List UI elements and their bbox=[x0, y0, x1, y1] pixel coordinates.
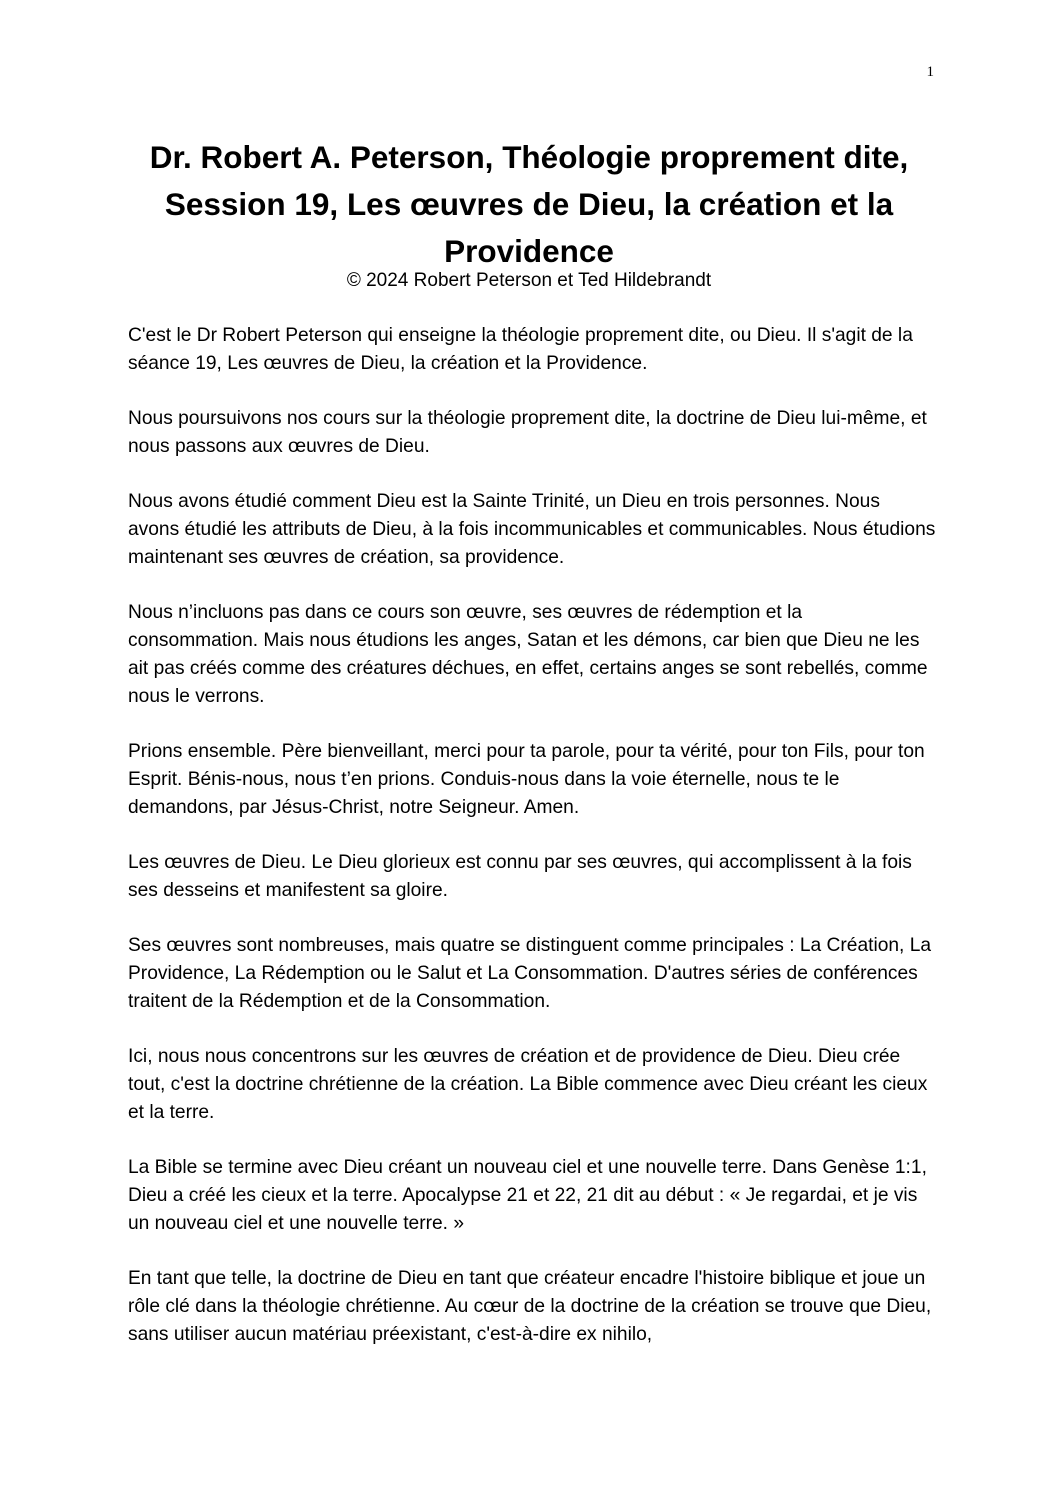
paragraph: Nous poursuivons nos cours sur la théologie proprement dite, la doctrine de Dieu lui-même, et nous passons aux œuvres de Dieu. bbox=[128, 408, 927, 457]
paragraph: La Bible se termine avec Dieu créant un nouveau ciel et une nouvelle terre. Dans Genèse 1:1, Dieu a créé les cieux et la terre. Apocalypse 21 et 22, 21 dit au début : « Je regardai, et je vis un nouveau ciel et une nouvelle terre. » bbox=[128, 1157, 927, 1234]
paragraph: Nous avons étudié comment Dieu est la Sainte Trinité, un Dieu en trois personnes. Nous avons étudié les attributs de Dieu, à la fois incommunicables et communicables. Nous étudions maintenant ses œuvres de création, sa providence. bbox=[128, 491, 936, 568]
paragraph: C'est le Dr Robert Peterson qui enseigne la théologie proprement dite, ou Dieu. Il s'agit de la séance 19, Les œuvres de Dieu, la création et la Providence. bbox=[128, 325, 913, 374]
paragraph: En tant que telle, la doctrine de Dieu en tant que créateur encadre l'histoire biblique et joue un rôle clé dans la théologie chrétienne. Au cœur de la doctrine de la création se trouve que Dieu, sans utiliser aucun matériau préexistant, c'est-à-dire ex nihilo, bbox=[128, 1268, 932, 1345]
document-title: Dr. Robert A. Peterson, Théologie proprement dite, Session 19, Les œuvres de Dieu, la création et la Providence bbox=[149, 139, 909, 269]
document-body bbox=[128, 322, 936, 1376]
paragraph: Les œuvres de Dieu. Le Dieu glorieux est connu par ses œuvres, qui accomplissent à la fois ses desseins et manifestent sa gloire. bbox=[128, 852, 912, 901]
paragraph: Ici, nous nous concentrons sur les œuvres de création et de providence de Dieu. Dieu crée tout, c'est la doctrine chrétienne de la création. La Bible commence avec Dieu créant les cieux et la terre. bbox=[128, 1046, 928, 1123]
page-number: 1 bbox=[926, 64, 934, 80]
paragraph: Prions ensemble. Père bienveillant, merci pour ta parole, pour ta vérité, pour ton Fils, pour ton Esprit. Bénis-nous, nous t’en prions. Conduis-nous dans la voie éternelle, nous te le demandons, par Jésus-Christ, notre Seigneur. Amen. bbox=[128, 741, 925, 818]
copyright-line: © 2024 Robert Peterson et Ted Hildebrandt bbox=[346, 270, 712, 291]
paragraph: Nous n’incluons pas dans ce cours son œuvre, ses œuvres de rédemption et la consommation. Mais nous étudions les anges, Satan et les démons, car bien que Dieu ne les ait pas créés comme des créatures déchues, en effet, certains anges se sont rebellés, comme nous le verrons. bbox=[128, 602, 928, 707]
paragraph: Ses œuvres sont nombreuses, mais quatre se distinguent comme principales : La Création, La Providence, La Rédemption ou le Salut et La Consommation. D'autres séries de conférences traitent de la Rédemption et de la Consommation. bbox=[128, 935, 932, 1012]
